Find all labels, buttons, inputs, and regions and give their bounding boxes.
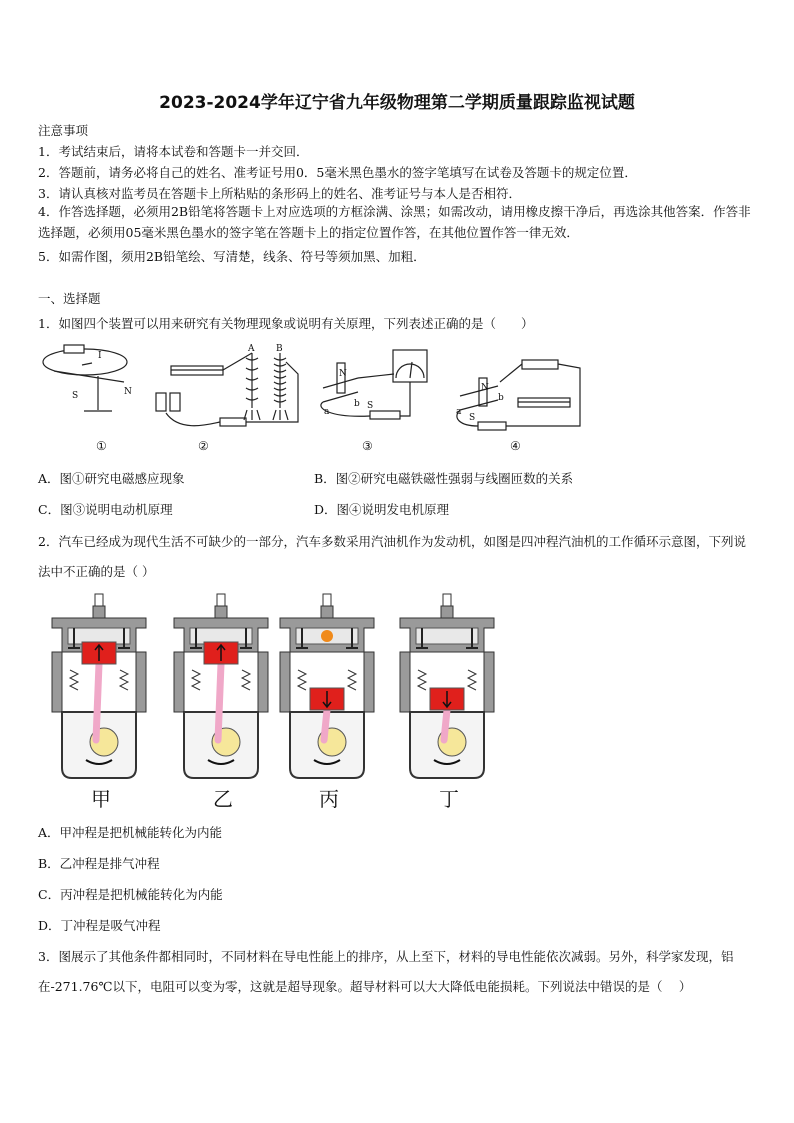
figure-2-label-B: B — [276, 344, 283, 354]
notice-item-3: 3．请认真核对监考员在答题卡上所粘贴的条形码上的姓名、准考证号与本人是否相符． — [38, 186, 521, 201]
notice-item-4: 4．作答选择题，必须用2B铅笔将答题卡上对应选项的方框涂满、涂黑；如需改动，请用橡皮擦干净后，再选涂其他答案．作答非选择题，必须用05毫米黑色墨水的签字笔在答题卡上的指定位置作答，在其他位置作答一律无效． — [38, 204, 751, 240]
engine-label-jia: 甲 — [91, 787, 111, 811]
engine-jia — [52, 594, 146, 811]
notice-item-1: 1．考试结束后，请将本试卷和答题卡一并交回． — [38, 144, 309, 159]
question-1-stem: 1．如图四个装置可以用来研究有关物理现象或说明有关原理，下列表述正确的是（ ） — [38, 316, 534, 331]
figure-2-electromagnets — [156, 353, 298, 426]
figure-4-label-S: S — [469, 413, 476, 423]
question-2-engine-figure — [46, 592, 496, 812]
section-heading: 一、选择题 — [38, 291, 101, 306]
engine-label-yi: 乙 — [213, 787, 233, 811]
figure-4-motor-circuit — [457, 360, 580, 430]
figure-1-label-N: N — [124, 387, 132, 397]
figure-4-label-b: b — [498, 393, 504, 403]
notice-heading: 注意事项 — [38, 123, 89, 138]
question-2-option-d[interactable]: D．丁冲程是吸气冲程 — [38, 918, 161, 933]
figure-4-caption: ④ — [510, 439, 521, 453]
notice-item-5: 5．如需作图，须用2B铅笔绘、写清楚，线条、符号等须加黑、加粗． — [38, 249, 426, 264]
figure-2-label-A: A — [248, 344, 255, 354]
engine-label-bing: 丙 — [319, 787, 339, 811]
question-1-figure — [40, 338, 600, 456]
figure-3-label-N: N — [339, 369, 347, 379]
figure-3-label-a: a — [324, 407, 330, 417]
question-2-option-c[interactable]: C．丙冲程是把机械能转化为内能 — [38, 887, 223, 902]
question-1-option-c[interactable]: C．图③说明电动机原理 — [38, 502, 173, 517]
page-title: 2023-2024学年辽宁省九年级物理第二学期质量跟踪监视试题 — [159, 93, 635, 113]
figure-3-label-b: b — [354, 399, 360, 409]
figure-3-caption: ③ — [362, 439, 373, 453]
question-1-option-a[interactable]: A．图①研究电磁感应现象 — [38, 471, 185, 486]
figure-2-caption: ② — [198, 439, 209, 453]
question-2-option-a[interactable]: A．甲冲程是把机械能转化为内能 — [38, 825, 223, 840]
figure-3-label-S: S — [367, 401, 374, 411]
figure-1-label-S: S — [72, 391, 79, 401]
question-2-option-b[interactable]: B．乙冲程是排气冲程 — [38, 856, 160, 871]
figure-1-label-I: I — [98, 351, 102, 361]
question-2-stem: 2．汽车已经成为现代生活不可缺少的一部分，汽车多数采用汽油机作为发动机，如图是四冲程汽油机的工作循环示意图，下列说法中不正确的是（ ） — [38, 534, 746, 579]
spark-icon — [321, 630, 333, 642]
engine-ding — [400, 594, 494, 811]
figure-4-label-a: a — [456, 407, 462, 417]
figure-1-wire-compass — [43, 345, 127, 411]
engine-label-ding: 丁 — [439, 787, 459, 811]
figure-4-label-N: N — [481, 383, 489, 393]
figure-3-generator-meter — [321, 350, 427, 419]
question-1-option-d[interactable]: D．图④说明发电机原理 — [314, 502, 450, 517]
question-3-stem: 3．图展示了其他条件都相同时，不同材料在导电性能上的排序，从上至下，材料的导电性能依次减弱。另外，科学家发现，铝在-271.76℃以下，电阻可以变为零，这就是超导现象。超导材料可以大大降低电能损耗。下列说法中错误的是（ ） — [38, 949, 734, 994]
engine-yi — [174, 594, 268, 811]
notice-item-2: 2．答题前，请务必将自己的姓名、准考证号用0．5毫米黑色墨水的签字笔填写在试卷及答题卡的规定位置． — [38, 165, 637, 180]
figure-1-caption: ① — [96, 439, 107, 453]
engine-bing — [280, 594, 374, 811]
question-1-option-b[interactable]: B．图②研究电磁铁磁性强弱与线圈匝数的关系 — [314, 471, 574, 486]
